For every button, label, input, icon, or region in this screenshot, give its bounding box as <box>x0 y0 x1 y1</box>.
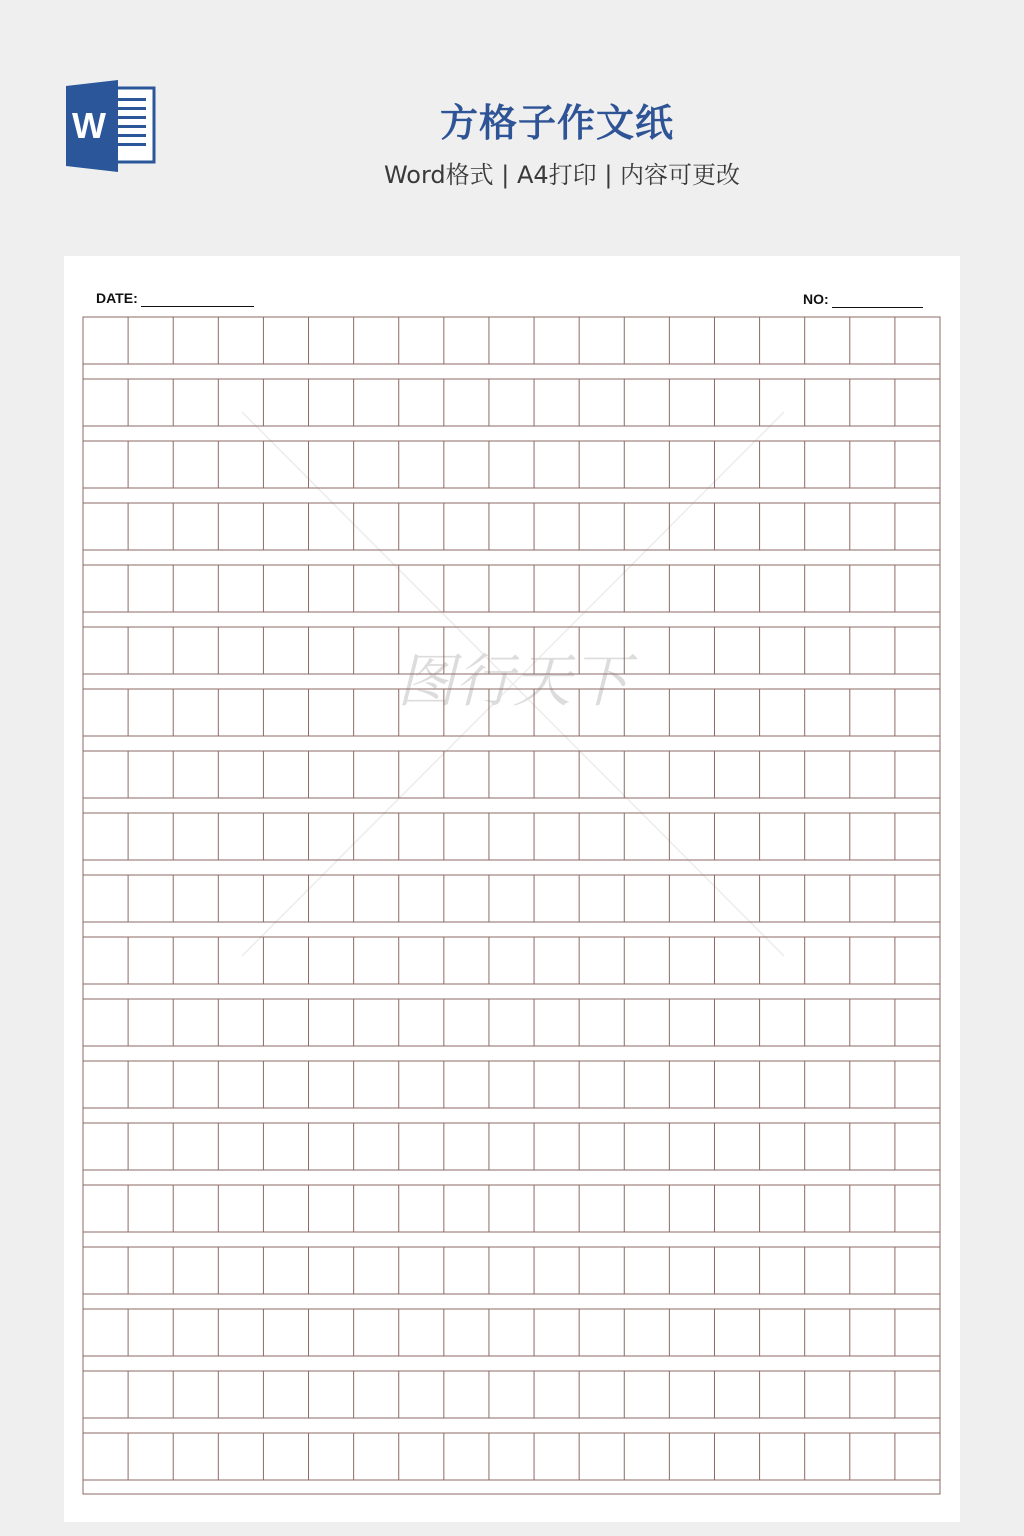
no-label: NO: <box>803 291 829 307</box>
square-grid <box>64 256 960 1522</box>
date-label: DATE: <box>96 290 138 306</box>
page-subtitle: Word格式 | A4打印 | 内容可更改 <box>383 161 741 189</box>
watermark-text: 图行天下 <box>396 647 630 715</box>
grid-lines <box>83 317 940 1494</box>
grid-border <box>83 317 940 1494</box>
watermark <box>242 412 784 956</box>
logo-letter: W <box>72 105 106 146</box>
writing-paper <box>64 256 960 1522</box>
page-title: 方格子作文纸 <box>439 101 674 145</box>
